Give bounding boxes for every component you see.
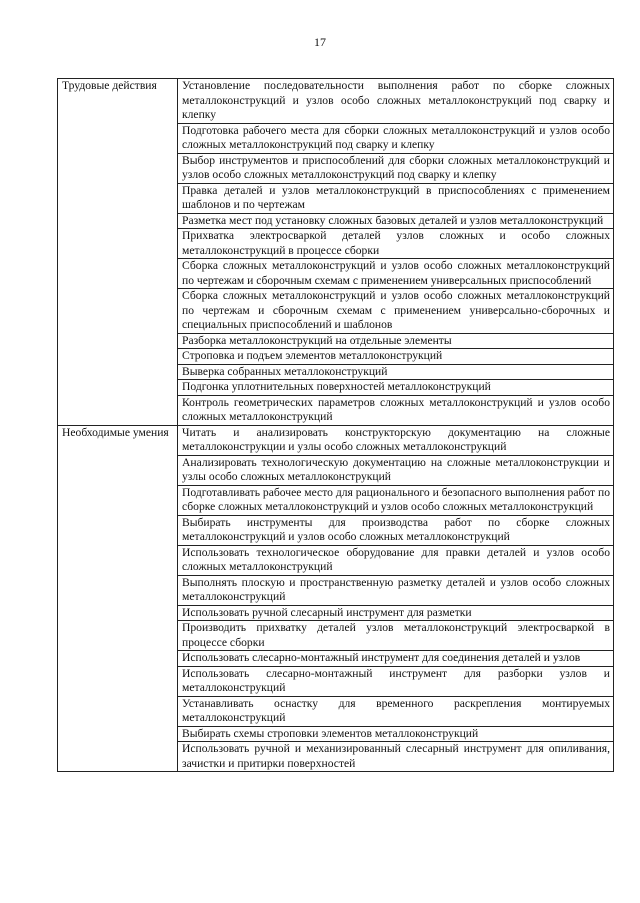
table-cell-item: Установление последовательности выполнения работ по сборке сложных металлоконструкций и узлов особо сложных металлоконструкций под сварку и клепку bbox=[178, 79, 614, 124]
table-cell-item: Разметка мест под установку сложных базовых деталей и узлов металлоконструкций bbox=[178, 213, 614, 229]
table-cell-item: Читать и анализировать конструкторскую документацию на сложные металлоконструкции и узлы особо сложных металлоконструкций bbox=[178, 425, 614, 455]
table-cell-item: Выбирать схемы строповки элементов металлоконструкций bbox=[178, 726, 614, 742]
table-cell-item: Прихватка электросваркой деталей узлов сложных и особо сложных металлоконструкций в процессе сборки bbox=[178, 229, 614, 259]
table-cell-item: Сборка сложных металлоконструкций и узлов особо сложных металлоконструкций по чертежам и сборочным схемам с применением универсальных приспособлений bbox=[178, 259, 614, 289]
table-cell-item: Выбирать инструменты для производства работ по сборке сложных металлоконструкций и узлов особо сложных металлоконструкций bbox=[178, 515, 614, 545]
table-cell-item: Устанавливать оснастку для временного раскрепления монтируемых металлоконструкций bbox=[178, 696, 614, 726]
table-cell-item: Выверка собранных металлоконструкций bbox=[178, 364, 614, 380]
table-cell-item: Выбор инструментов и приспособлений для сборки сложных металлоконструкций и узлов особо сложных металлоконструкций под сварку и клепку bbox=[178, 153, 614, 183]
table-cell-item: Подготавливать рабочее место для рационального и безопасного выполнения работ по сборке сложных металлоконструкций и узлов особо сложных металлоконструкций bbox=[178, 485, 614, 515]
table-cell-item: Использовать слесарно-монтажный инструмент для соединения деталей и узлов bbox=[178, 651, 614, 667]
table-row bbox=[58, 79, 614, 124]
table-cell-item: Использовать технологическое оборудование для правки деталей и узлов особо сложных металлоконструкций bbox=[178, 545, 614, 575]
section-label: Трудовые действия bbox=[58, 79, 178, 426]
table-cell-item: Подготовка рабочего места для сборки сложных металлоконструкций и узлов особо сложных металлоконструкций под сварку и клепку bbox=[178, 123, 614, 153]
table-cell-item: Анализировать технологическую документацию на сложные металлоконструкции и узлы особо сложных металлоконструкций bbox=[178, 455, 614, 485]
table-cell-item: Контроль геометрических параметров сложных металлоконструкций и узлов особо сложных металлоконструкций bbox=[178, 395, 614, 425]
table-row bbox=[58, 425, 614, 455]
table-cell-item: Использовать ручной и механизированный слесарный инструмент для опиливания, зачистки и притирки поверхностей bbox=[178, 742, 614, 772]
table-cell-item: Правка деталей и узлов металлоконструкций в приспособлениях с применением шаблонов и по чертежам bbox=[178, 183, 614, 213]
table-cell-item: Разборка металлоконструкций на отдельные элементы bbox=[178, 333, 614, 349]
table-cell-item: Сборка сложных металлоконструкций и узлов особо сложных металлоконструкций по чертежам и сборочным схемам с применением универсально-сборочных и специальных приспособлений и шаблонов bbox=[178, 289, 614, 334]
table-cell-item: Производить прихватку деталей узлов металлоконструкций электросваркой в процессе сборки bbox=[178, 621, 614, 651]
section-label: Необходимые умения bbox=[58, 425, 178, 772]
requirements-table-body bbox=[58, 79, 614, 772]
table-cell-item: Строповка и подъем элементов металлоконструкций bbox=[178, 349, 614, 365]
requirements-table bbox=[57, 78, 614, 772]
table-cell-item: Выполнять плоскую и пространственную разметку деталей и узлов особо сложных металлоконструкций bbox=[178, 575, 614, 605]
page-number: 17 bbox=[314, 35, 326, 49]
table-cell-item: Использовать ручной слесарный инструмент для разметки bbox=[178, 605, 614, 621]
table-cell-item: Использовать слесарно-монтажный инструмент для разборки узлов и металлоконструкций bbox=[178, 666, 614, 696]
table-cell-item: Подгонка уплотнительных поверхностей металлоконструкций bbox=[178, 380, 614, 396]
